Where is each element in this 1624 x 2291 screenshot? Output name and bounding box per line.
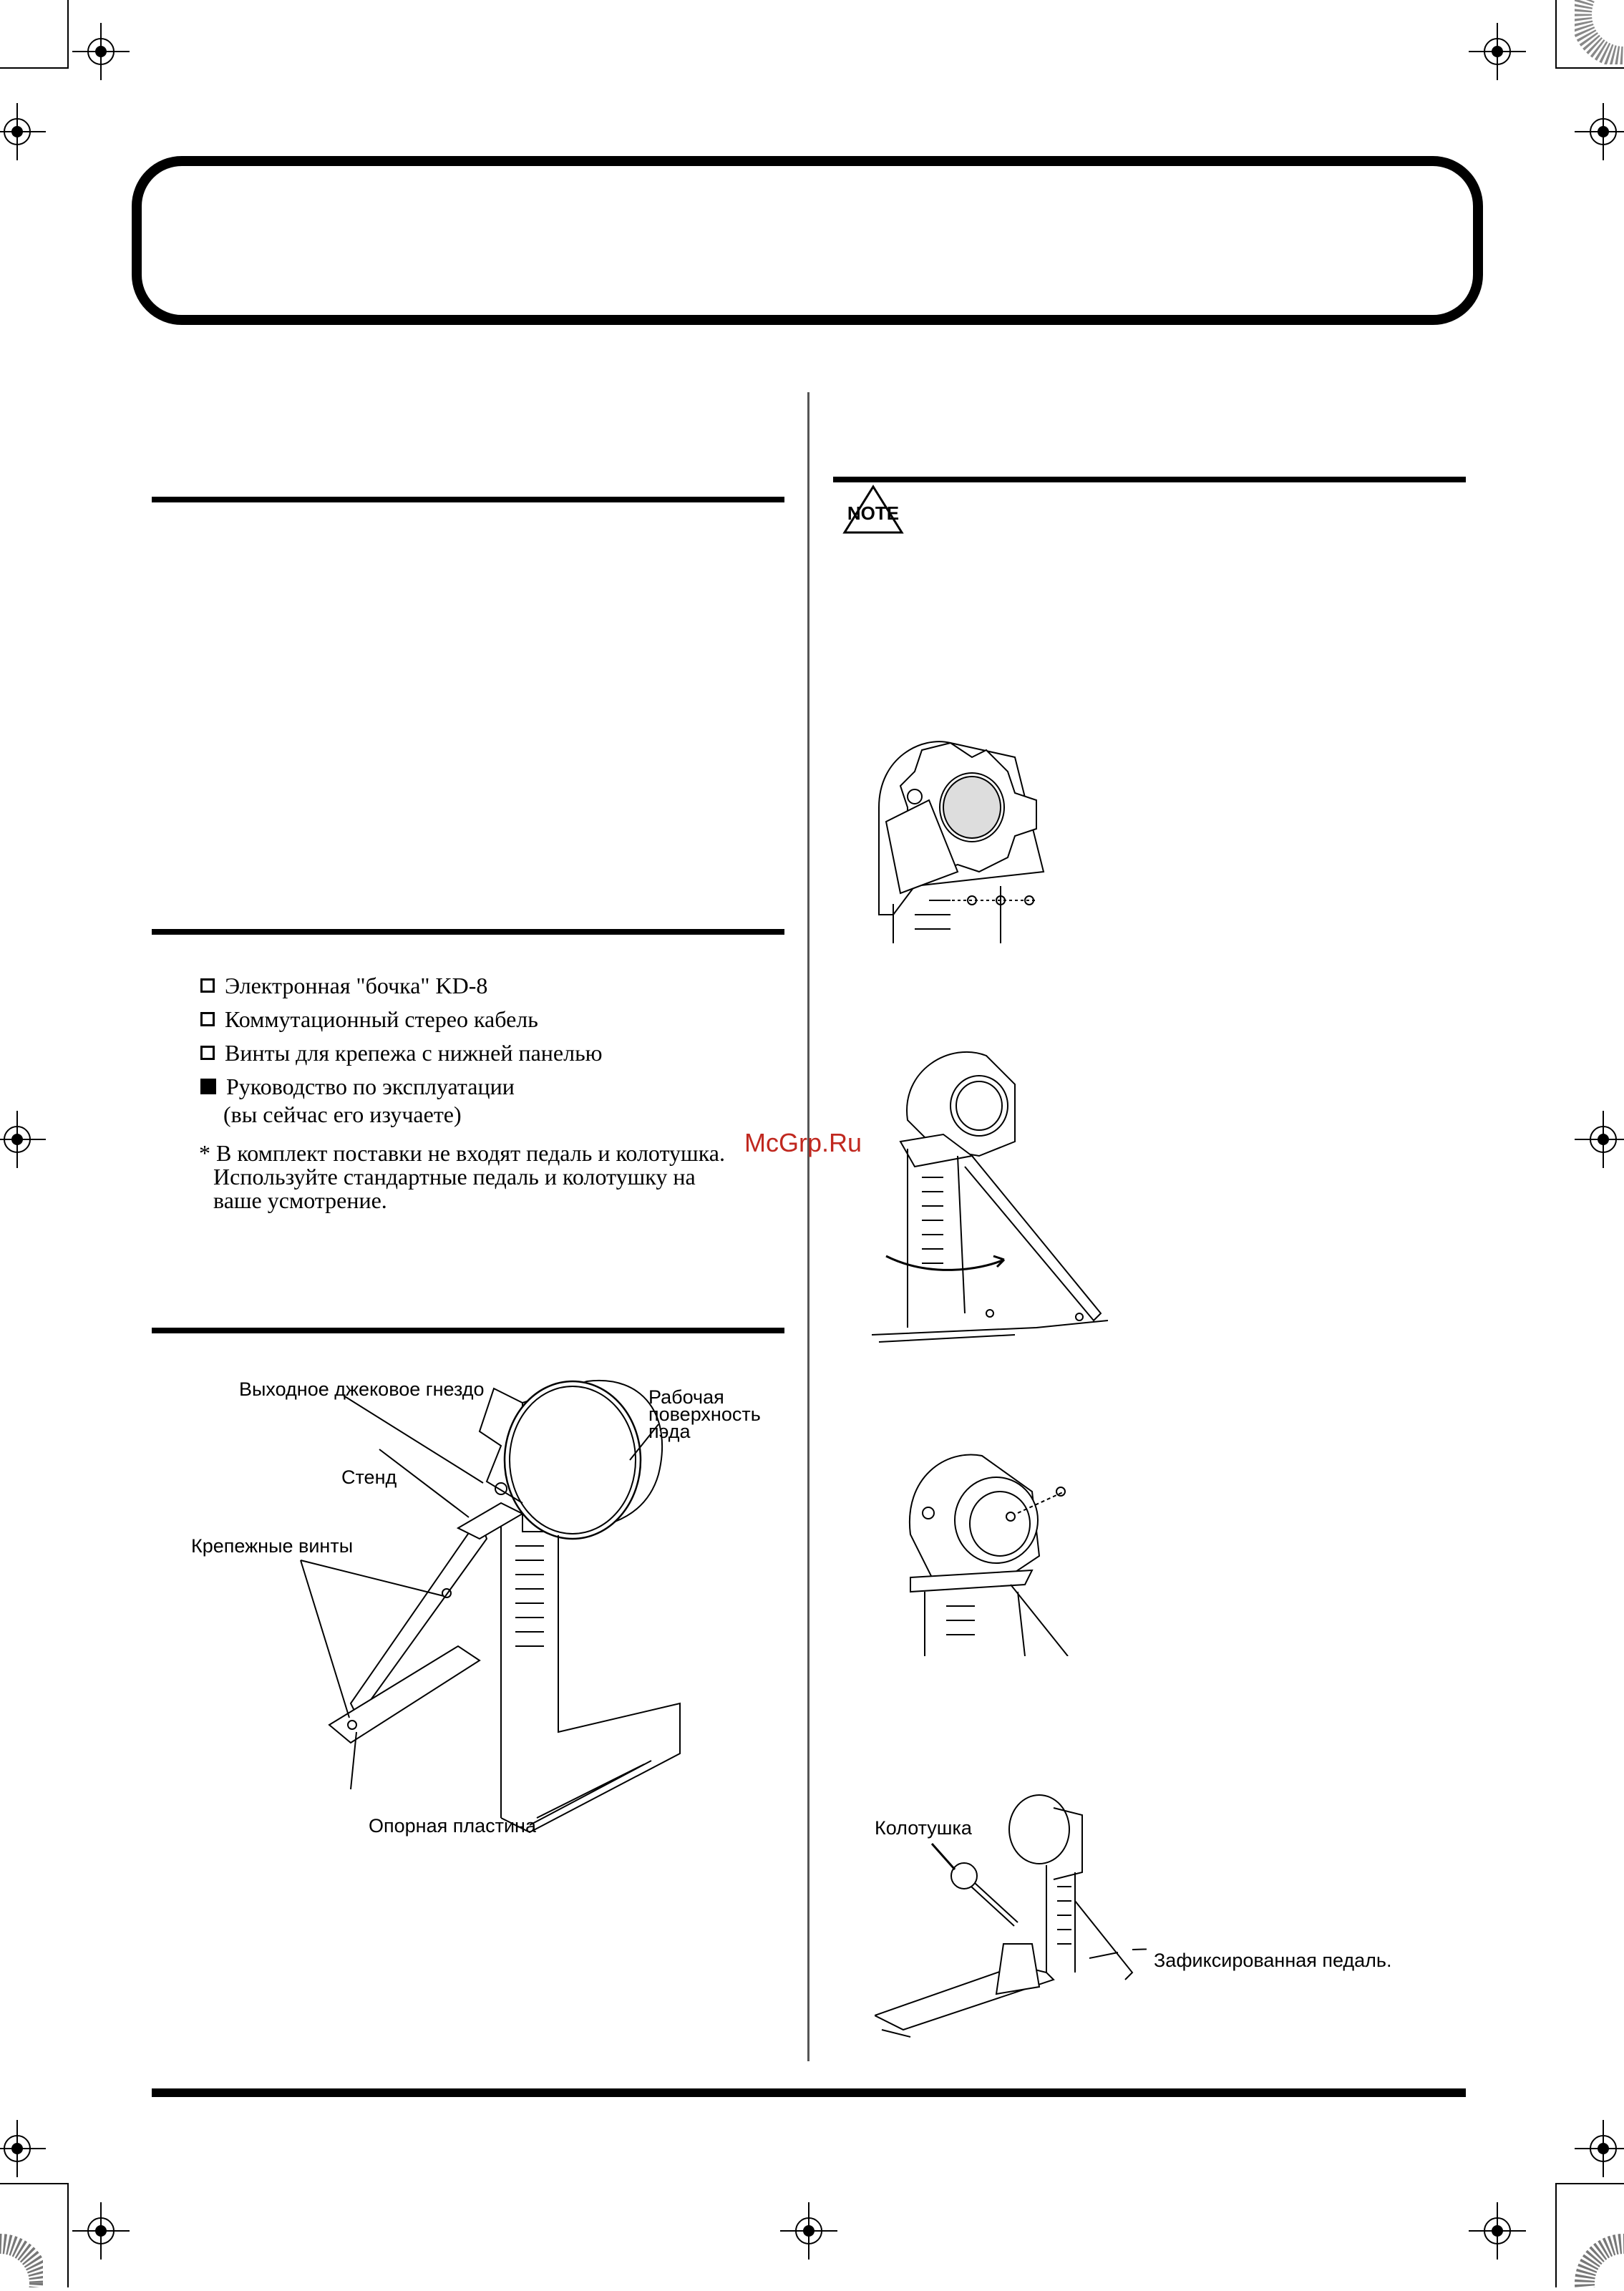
section-rule-left-3 bbox=[152, 1328, 784, 1333]
crop-mark-top-left bbox=[0, 0, 72, 72]
color-target-bottom-left bbox=[0, 2226, 43, 2291]
footer-rule bbox=[152, 2088, 1466, 2097]
footnote-line-2: Используйте стандартные педаль и колотушку на bbox=[213, 1164, 696, 1190]
watermark: McGrp.Ru bbox=[744, 1128, 862, 1157]
section-rule-left-2 bbox=[152, 929, 784, 935]
checkbox-filled-icon bbox=[200, 1079, 216, 1094]
label-base-plate: Опорная пластина bbox=[369, 1815, 536, 1837]
footnote-line-3: ваше усмотрение. bbox=[213, 1187, 387, 1213]
registration-mark-left-top bbox=[0, 103, 46, 160]
registration-mark-bottom-center bbox=[780, 2202, 837, 2260]
section-rule-right-1 bbox=[833, 477, 1466, 482]
list-item-text: Руководство по эксплуатации bbox=[226, 1074, 515, 1099]
color-target-bottom-right bbox=[1575, 2226, 1624, 2291]
label-beater: Колотушка bbox=[875, 1817, 972, 1839]
registration-mark-right-top bbox=[1575, 103, 1624, 160]
list-item-text: Коммутационный стерео кабель bbox=[225, 1006, 538, 1032]
footnote-line-1: * В комплект поставки не входят педаль и колотушка. bbox=[199, 1140, 725, 1166]
step-illustration-1 bbox=[872, 729, 1086, 947]
step-illustration-2 bbox=[872, 1041, 1129, 1360]
registration-mark-left-bottom bbox=[0, 2120, 46, 2177]
section-rule-left-1 bbox=[152, 497, 784, 502]
list-item bbox=[200, 1072, 515, 1101]
registration-mark-right-middle bbox=[1575, 1111, 1624, 1168]
list-item-text: Винты для крепежа с нижней панелью bbox=[225, 1040, 603, 1066]
registration-mark-left-middle bbox=[0, 1111, 46, 1168]
color-target-top-right bbox=[1575, 0, 1624, 68]
column-divider bbox=[807, 392, 809, 2061]
label-pad-surface-2: поверхность bbox=[648, 1404, 761, 1425]
checkbox-open-icon bbox=[200, 1012, 215, 1026]
label-screws: Крепежные винты bbox=[191, 1535, 354, 1557]
list-item-subtext: (вы сейчас его изучаете) bbox=[223, 1101, 462, 1127]
note-icon-label: NOTE bbox=[847, 502, 900, 524]
title-box bbox=[132, 156, 1483, 325]
registration-mark-bottom-right bbox=[1469, 2202, 1526, 2260]
registration-mark-right-bottom bbox=[1575, 2120, 1624, 2177]
label-stand: Стенд bbox=[341, 1466, 397, 1488]
label-jack: Выходное джековое гнездо bbox=[239, 1378, 485, 1400]
registration-mark-top-left bbox=[72, 23, 130, 80]
list-item bbox=[200, 1039, 603, 1067]
registration-mark-bottom-left bbox=[72, 2202, 130, 2260]
list-item bbox=[200, 1005, 538, 1033]
label-pad-surface-3: пэда bbox=[648, 1421, 691, 1442]
list-item-text: Электронная "бочка" KD-8 bbox=[225, 973, 488, 998]
registration-mark-top-right bbox=[1469, 23, 1526, 80]
note-icon bbox=[839, 484, 910, 538]
step-illustration-3 bbox=[903, 1449, 1089, 1660]
label-pedal-fixed: Зафиксированная педаль. bbox=[1154, 1950, 1392, 1971]
checkbox-open-icon bbox=[200, 1046, 215, 1060]
checkbox-open-icon bbox=[200, 978, 215, 993]
list-item bbox=[200, 971, 487, 1000]
label-pad-surface-1: Рабочая bbox=[648, 1386, 724, 1408]
